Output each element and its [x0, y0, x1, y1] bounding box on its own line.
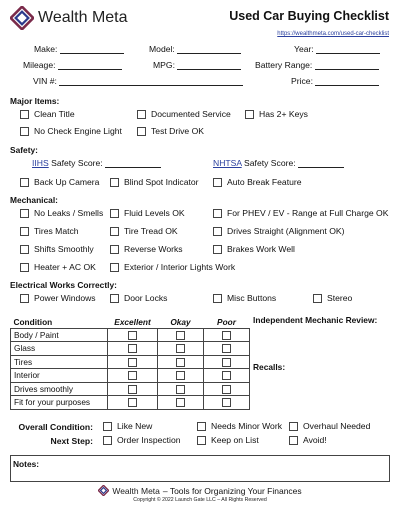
mpg-field[interactable] [177, 61, 241, 70]
checkbox[interactable] [176, 398, 185, 407]
checkbox[interactable] [137, 110, 146, 119]
checkbox[interactable] [20, 294, 29, 303]
checkbox[interactable] [222, 358, 231, 367]
nhtsa-link[interactable]: NHTSA [213, 158, 242, 168]
checkbox[interactable] [110, 245, 119, 254]
page-title: Used Car Buying Checklist [229, 9, 389, 23]
checkbox[interactable] [213, 227, 222, 236]
mpg-label: MPG: [153, 60, 241, 70]
checkbox[interactable] [197, 436, 206, 445]
checkbox[interactable] [197, 422, 206, 431]
checkbox[interactable] [137, 127, 146, 136]
condition-header: Condition [11, 316, 108, 328]
mechanical-item[interactable]: No Leaks / Smells [20, 208, 103, 218]
copyright: Copyright © 2022 Launch Gate LLC – All Rights Reserved [133, 497, 267, 503]
battery-label: Battery Range: [255, 60, 379, 70]
make-field[interactable] [60, 45, 124, 54]
checkbox[interactable] [176, 371, 185, 380]
footer-brand: Wealth Meta [112, 485, 160, 496]
checkbox[interactable] [213, 178, 222, 187]
major-item[interactable]: Documented Service [137, 109, 231, 119]
mechanical-item[interactable]: Drives Straight (Alignment OK) [213, 226, 344, 236]
model-field[interactable] [177, 45, 241, 54]
overall-label: Overall Condition: [18, 422, 93, 432]
table-row [11, 369, 250, 383]
nhtsa-score: NHTSA Safety Score: [213, 158, 344, 168]
safety-item[interactable]: Auto Break Feature [213, 177, 302, 187]
major-item[interactable]: Clean Title [20, 109, 75, 119]
condition-label: Interior [11, 369, 108, 383]
major-item[interactable]: Test Drive OK [137, 126, 204, 136]
mechanical-item[interactable]: Brakes Work Well [213, 244, 295, 254]
checkbox[interactable] [289, 436, 298, 445]
footer-tagline: – Tools for Organizing Your Finances [162, 485, 302, 496]
condition-label: Glass [11, 342, 108, 356]
diamond-logo-icon [10, 6, 34, 30]
checkbox[interactable] [176, 344, 185, 353]
checkbox[interactable] [110, 209, 119, 218]
checkbox[interactable] [222, 344, 231, 353]
price-label: Price: [291, 76, 379, 86]
safety-heading: Safety: [10, 145, 38, 155]
electrical-heading: Electrical Works Correctly: [10, 280, 117, 290]
condition-header-row [11, 316, 250, 328]
table-row [11, 382, 250, 396]
electrical-item[interactable]: Stereo [313, 293, 352, 303]
checkbox[interactable] [20, 227, 29, 236]
footer-brand-line [0, 485, 400, 496]
mechanical-item[interactable]: Reverse Works [110, 244, 183, 254]
year-field[interactable] [316, 45, 380, 54]
nhtsa-field[interactable] [298, 159, 344, 168]
iihs-score: IIHS Safety Score: [32, 158, 161, 168]
excellent-header: Excellent [108, 316, 158, 328]
checkbox[interactable] [20, 178, 29, 187]
table-row [11, 342, 250, 356]
price-field[interactable] [315, 77, 379, 86]
checkbox[interactable] [128, 398, 137, 407]
vin-field[interactable] [59, 77, 243, 86]
checkbox[interactable] [128, 371, 137, 380]
recalls-heading: Recalls: [253, 362, 286, 372]
mileage-field[interactable] [58, 61, 122, 70]
checkbox[interactable] [128, 344, 137, 353]
diamond-logo-icon [98, 485, 109, 496]
mileage-label: Mileage: [23, 60, 122, 70]
mechanical-item[interactable]: For PHEV / EV - Range at Full Charge OK [213, 208, 388, 218]
checkbox[interactable] [289, 422, 298, 431]
condition-label: Body / Paint [11, 328, 108, 342]
checkbox[interactable] [176, 385, 185, 394]
checkbox[interactable] [103, 436, 112, 445]
checkbox[interactable] [245, 110, 254, 119]
checkbox[interactable] [222, 398, 231, 407]
vin-label: VIN #: [33, 76, 243, 86]
notes-label: Notes: [13, 459, 40, 469]
mechanical-item[interactable]: Heater + AC OK [20, 262, 96, 272]
major-item[interactable]: Has 2+ Keys [245, 109, 308, 119]
checkbox[interactable] [213, 294, 222, 303]
checkbox[interactable] [103, 422, 112, 431]
checkbox[interactable] [213, 209, 222, 218]
major-item[interactable]: No Check Engine Light [20, 126, 122, 136]
checkbox[interactable] [20, 127, 29, 136]
overall-item[interactable]: Like New [103, 421, 152, 431]
checkbox[interactable] [213, 245, 222, 254]
checkbox[interactable] [176, 331, 185, 340]
checkbox[interactable] [313, 294, 322, 303]
notes-box[interactable] [10, 455, 390, 482]
checkbox[interactable] [20, 209, 29, 218]
checkbox[interactable] [20, 263, 29, 272]
overall-item[interactable]: Needs Minor Work [197, 421, 282, 431]
checkbox[interactable] [110, 294, 119, 303]
mechanical-item[interactable]: Shifts Smoothly [20, 244, 94, 254]
next-step-label: Next Step: [50, 436, 93, 446]
make-label: Make: [34, 44, 124, 54]
electrical-item[interactable]: Power Windows [20, 293, 96, 303]
poor-header: Poor [204, 316, 250, 328]
electrical-item[interactable]: Door Locks [110, 293, 167, 303]
checkbox[interactable] [176, 358, 185, 367]
checkbox[interactable] [222, 371, 231, 380]
iihs-link[interactable]: IIHS [32, 158, 49, 168]
next-step-item[interactable]: Order Inspection [103, 435, 181, 445]
checkbox[interactable] [110, 178, 119, 187]
mechanical-heading: Mechanical: [10, 195, 58, 205]
mechanical-item[interactable]: Tire Tread OK [110, 226, 178, 236]
iihs-field[interactable] [105, 159, 161, 168]
mechanic-review-heading: Independent Mechanic Review: [253, 315, 378, 325]
checkbox[interactable] [222, 385, 231, 394]
year-label: Year: [294, 44, 380, 54]
next-step-item[interactable]: Avoid! [289, 435, 327, 445]
table-row [11, 355, 250, 369]
model-label: Model: [149, 44, 241, 54]
checkbox[interactable] [128, 331, 137, 340]
mechanical-item[interactable]: Tires Match [20, 226, 79, 236]
table-row [11, 396, 250, 410]
brand-logo [10, 6, 128, 30]
footer [0, 485, 400, 503]
brand-name: Wealth Meta [38, 9, 128, 26]
checkbox[interactable] [20, 245, 29, 254]
electrical-item[interactable]: Misc Buttons [213, 293, 276, 303]
checkbox[interactable] [110, 263, 119, 272]
safety-item[interactable]: Blind Spot Indicator [110, 177, 199, 187]
condition-label: Drives smoothly [11, 382, 108, 396]
condition-table [10, 316, 250, 410]
major-heading: Major Items: [10, 96, 60, 106]
table-row [11, 328, 250, 342]
mechanical-item[interactable]: Exterior / Interior Lights Work [110, 262, 235, 272]
checkbox[interactable] [128, 385, 137, 394]
checkbox[interactable] [222, 331, 231, 340]
checkbox[interactable] [128, 358, 137, 367]
safety-item[interactable]: Back Up Camera [20, 177, 99, 187]
mechanical-item[interactable]: Fluid Levels OK [110, 208, 185, 218]
source-link[interactable]: https://wealthmeta.com/used-car-checklist [277, 31, 389, 37]
battery-field[interactable] [315, 61, 379, 70]
checkbox[interactable] [110, 227, 119, 236]
okay-header: Okay [158, 316, 204, 328]
next-step-item[interactable]: Keep on List [197, 435, 259, 445]
overall-item[interactable]: Overhaul Needed [289, 421, 370, 431]
condition-label: Fit for your purposes [11, 396, 108, 410]
checkbox[interactable] [20, 110, 29, 119]
condition-label: Tires [11, 355, 108, 369]
